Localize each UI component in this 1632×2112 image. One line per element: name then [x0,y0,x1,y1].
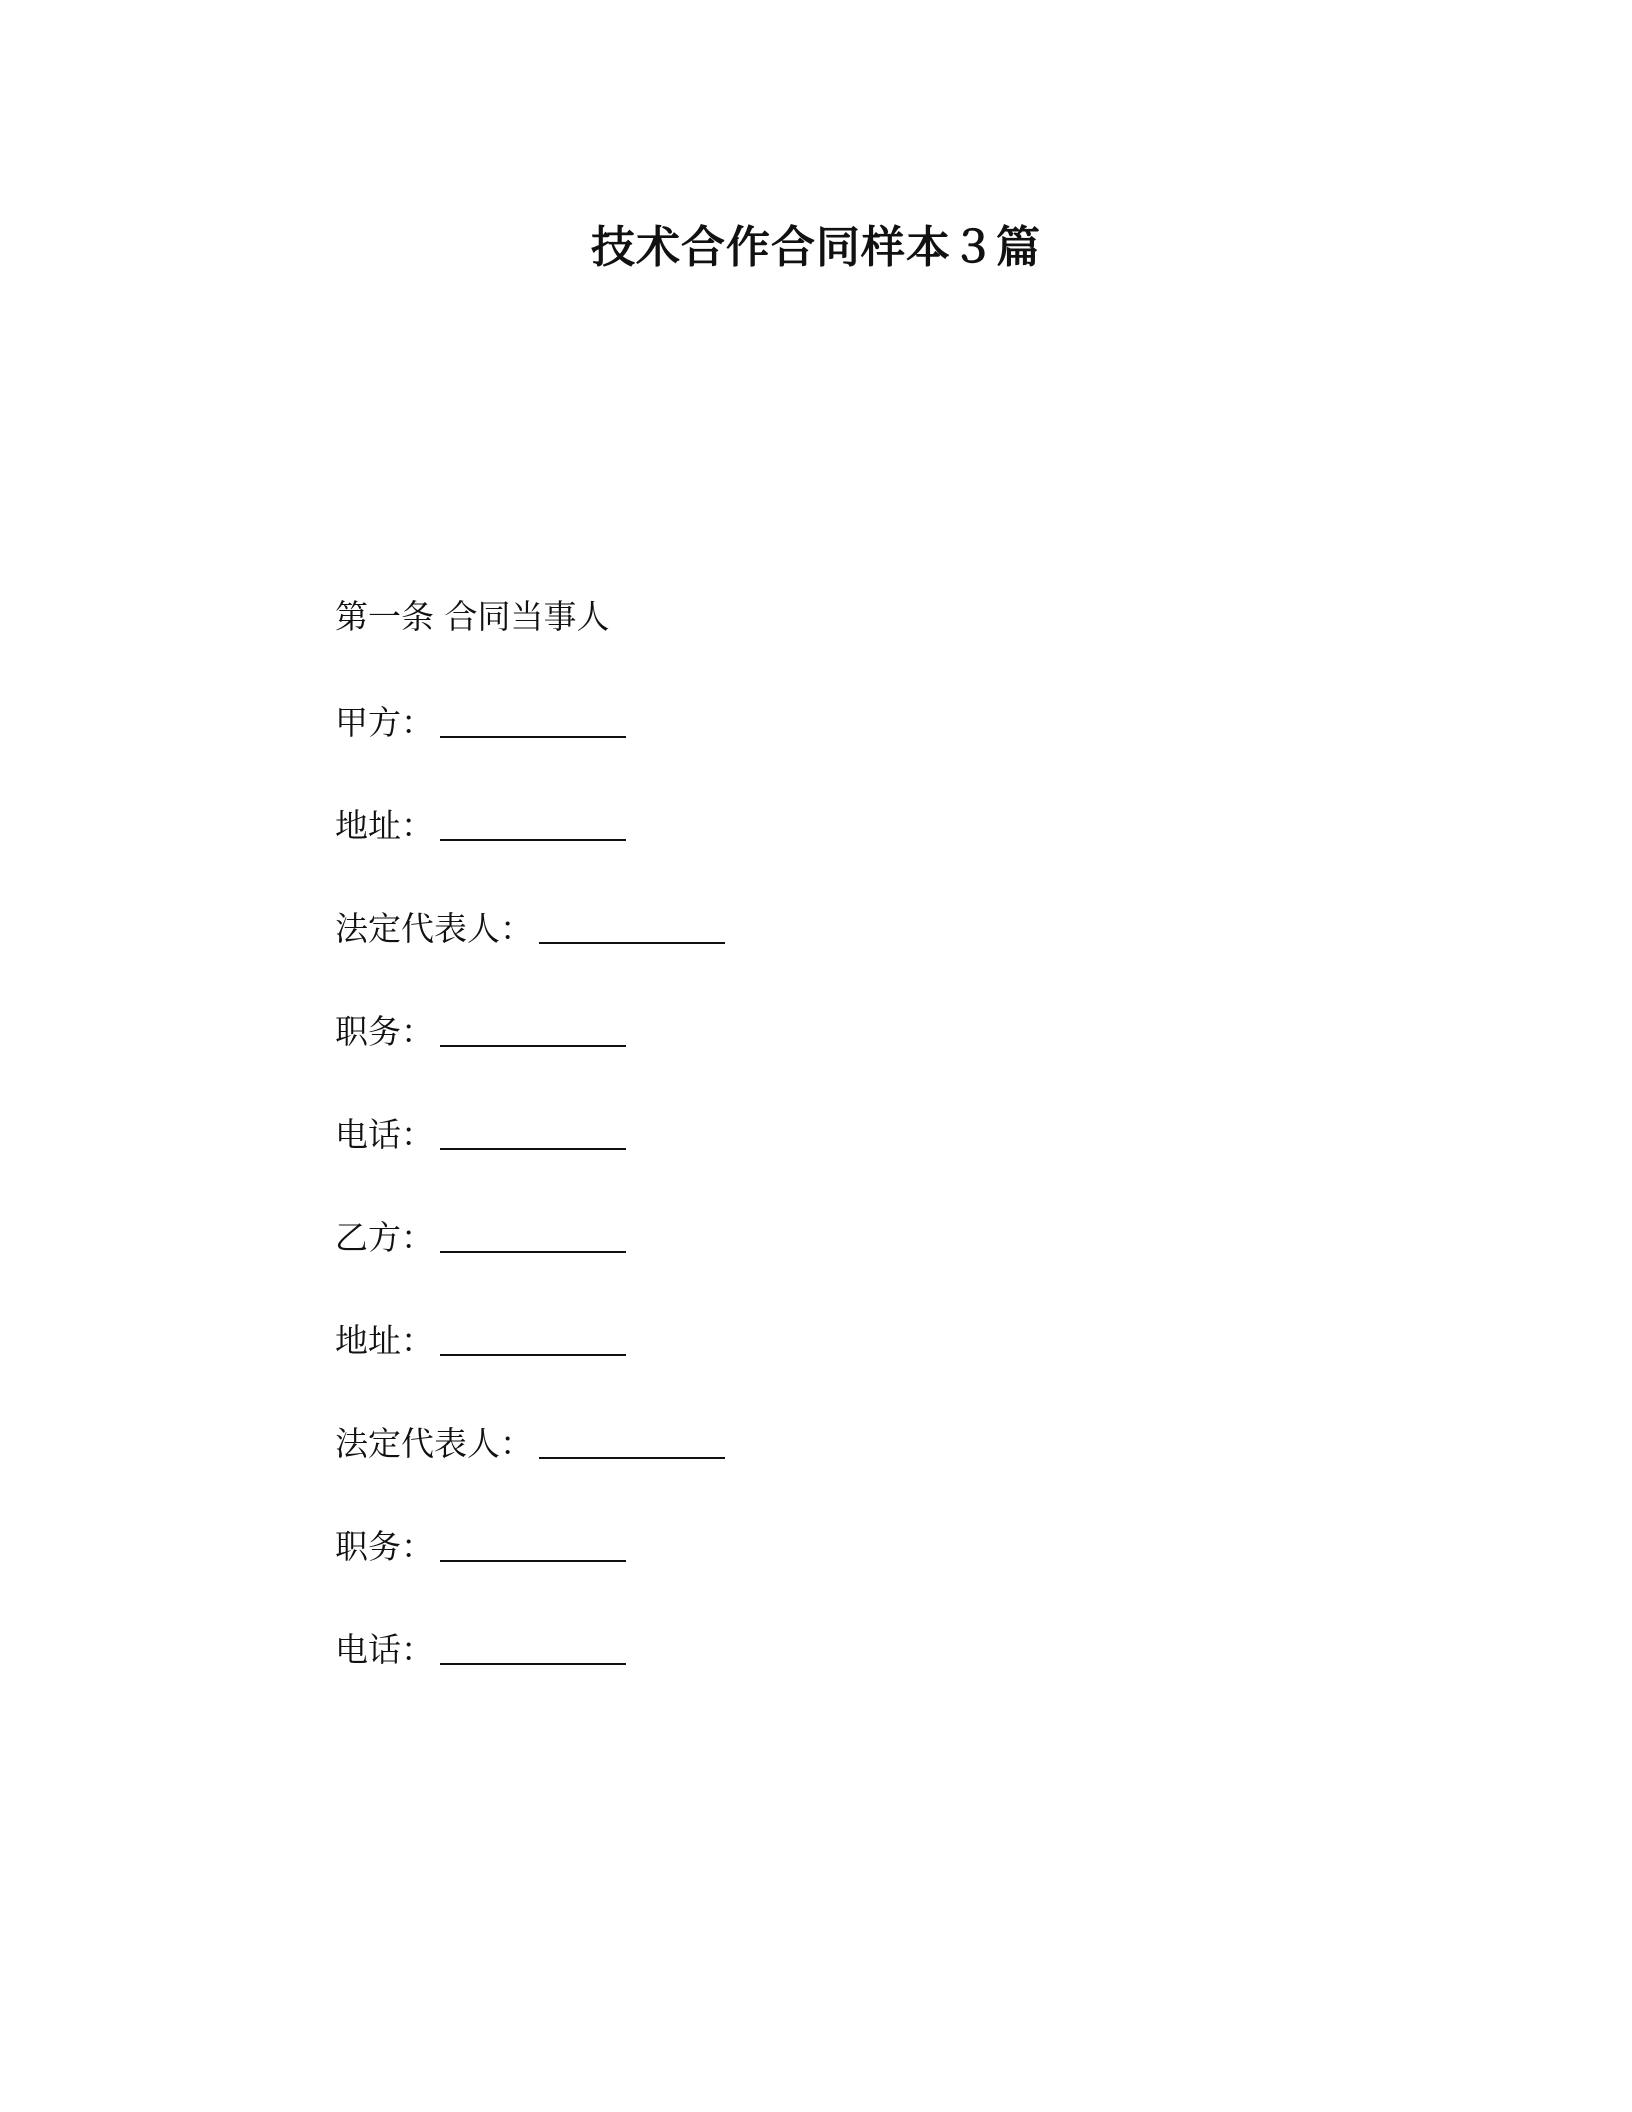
fill-in-blank[interactable] [440,1526,626,1562]
field-party-a-position [335,1007,626,1055]
field-label: 地址： [335,1321,434,1360]
fill-in-blank[interactable] [539,1423,725,1459]
fill-in-blank[interactable] [440,1011,626,1047]
field-label: 职务： [335,1012,434,1051]
fill-in-blank[interactable] [440,1320,626,1356]
field-label: 法定代表人： [335,1424,533,1463]
field-party-a [335,698,626,746]
field-party-a-phone [335,1110,626,1158]
document-title: 技术合作合同样本３篇 [591,222,1041,273]
fill-in-blank[interactable] [539,908,725,944]
fill-in-blank[interactable] [440,1114,626,1150]
field-party-a-legal-representative [335,904,725,952]
field-label: 职务： [335,1527,434,1566]
field-party-b [335,1213,626,1261]
field-party-b-address [335,1316,626,1364]
field-label: 电话： [335,1630,434,1669]
field-party-a-address [335,801,626,849]
fill-in-blank[interactable] [440,1217,626,1253]
field-label: 地址： [335,806,434,845]
fill-in-blank[interactable] [440,1629,626,1665]
field-label: 电话： [335,1115,434,1154]
fill-in-blank[interactable] [440,805,626,841]
field-party-b-position [335,1522,626,1570]
field-label: 法定代表人： [335,909,533,948]
field-party-b-legal-representative [335,1419,725,1467]
field-label: 甲方： [335,703,434,742]
fill-in-blank[interactable] [440,702,626,738]
field-label: 乙方： [335,1218,434,1257]
field-party-b-phone [335,1625,626,1673]
section-heading: 第一条 合同当事人 [335,597,610,636]
